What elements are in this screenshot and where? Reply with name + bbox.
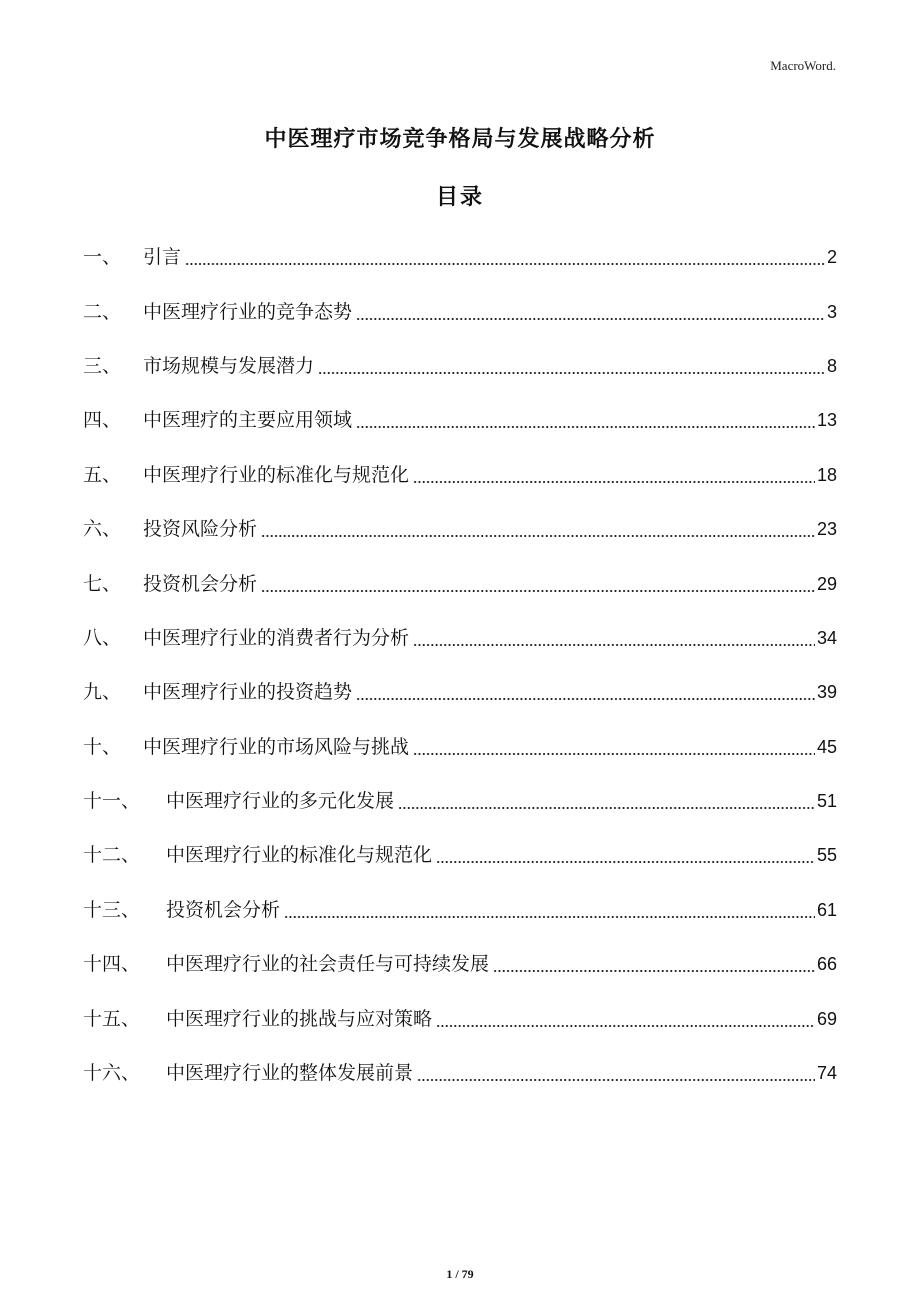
page-indicator: 1 / 79	[446, 1267, 474, 1281]
toc-entry-page: 8	[826, 355, 837, 376]
toc-dot-leader	[417, 1077, 815, 1083]
toc-dot-leader	[413, 751, 815, 757]
toc-entry-number: 一、	[83, 246, 122, 269]
toc-entry-number: 七、	[83, 572, 122, 595]
table-of-contents	[83, 230, 837, 1100]
toc-entry-number: 四、	[83, 409, 122, 432]
toc-entry-page: 74	[816, 1063, 837, 1084]
toc-entry-title: 中医理疗行业的竞争态势	[143, 300, 353, 323]
toc-entry[interactable]	[83, 502, 837, 556]
toc-entry-title: 中医理疗行业的标准化与规范化	[143, 463, 410, 486]
toc-entry-title: 中医理疗行业的多元化发展	[166, 790, 395, 813]
toc-dot-leader	[261, 588, 815, 594]
toc-entry-number: 九、	[83, 681, 122, 704]
toc-entry-title: 中医理疗行业的挑战与应对策略	[166, 1007, 433, 1030]
toc-entry-page: 29	[816, 573, 837, 594]
toc-entry-page: 61	[816, 899, 837, 920]
toc-entry-title: 投资机会分析	[166, 898, 281, 921]
toc-entry[interactable]	[83, 611, 837, 665]
toc-dot-leader	[413, 642, 815, 648]
toc-entry-number: 十一、	[83, 790, 141, 813]
toc-dot-leader	[261, 533, 815, 539]
toc-entry-number: 八、	[83, 626, 122, 649]
toc-entry-page: 2	[826, 247, 837, 268]
toc-entry[interactable]	[83, 284, 837, 338]
toc-dot-leader	[318, 370, 825, 376]
toc-entry-page: 51	[816, 791, 837, 812]
toc-entry-number: 三、	[83, 354, 122, 377]
toc-entry[interactable]	[83, 828, 837, 882]
toc-dot-leader	[493, 968, 815, 974]
toc-entry[interactable]	[83, 556, 837, 610]
toc-entry-page: 55	[816, 845, 837, 866]
toc-dot-leader	[356, 316, 825, 322]
toc-dot-leader	[436, 859, 815, 865]
toc-entry-title: 市场规模与发展潜力	[143, 354, 315, 377]
toc-entry-page: 45	[816, 736, 837, 757]
toc-entry-page: 69	[816, 1008, 837, 1029]
toc-entry-title: 中医理疗行业的消费者行为分析	[143, 626, 410, 649]
toc-entry[interactable]	[83, 339, 837, 393]
toc-dot-leader	[284, 914, 815, 920]
toc-dot-leader	[413, 479, 815, 485]
toc-entry-number: 十二、	[83, 844, 141, 867]
toc-entry-number: 十五、	[83, 1007, 141, 1030]
toc-dot-leader	[436, 1023, 815, 1029]
toc-entry[interactable]	[83, 774, 837, 828]
toc-entry[interactable]	[83, 393, 837, 447]
header-brand: MacroWord.	[770, 58, 836, 73]
document-title: 中医理疗市场竞争格局与发展战略分析	[264, 127, 656, 152]
toc-entry-number: 五、	[83, 463, 122, 486]
toc-entry-page: 18	[816, 464, 837, 485]
toc-entry-title: 中医理疗的主要应用领域	[143, 409, 353, 432]
toc-entry-page: 23	[816, 519, 837, 540]
toc-entry-page: 3	[826, 301, 837, 322]
toc-entry-number: 十四、	[83, 953, 141, 976]
toc-entry[interactable]	[83, 448, 837, 502]
toc-entry[interactable]	[83, 937, 837, 991]
toc-entry[interactable]	[83, 1046, 837, 1100]
toc-dot-leader	[356, 424, 815, 430]
toc-entry-page: 13	[816, 410, 837, 431]
toc-entry-title: 投资机会分析	[143, 572, 258, 595]
toc-entry-title: 中医理疗行业的整体发展前景	[166, 1062, 414, 1085]
toc-entry-title: 投资风险分析	[143, 518, 258, 541]
toc-entry-title: 中医理疗行业的投资趋势	[143, 681, 353, 704]
toc-entry-number: 二、	[83, 300, 122, 323]
toc-entry[interactable]	[83, 991, 837, 1045]
toc-dot-leader	[356, 696, 815, 702]
toc-entry[interactable]	[83, 720, 837, 774]
toc-entry-number: 六、	[83, 518, 122, 541]
toc-entry[interactable]	[83, 883, 837, 937]
toc-entry-title: 中医理疗行业的市场风险与挑战	[143, 735, 410, 758]
toc-entry-page: 34	[816, 627, 837, 648]
toc-heading: 目录	[435, 185, 484, 210]
toc-entry[interactable]	[83, 665, 837, 719]
toc-entry-title: 中医理疗行业的社会责任与可持续发展	[166, 953, 490, 976]
toc-entry-title: 引言	[143, 246, 182, 269]
toc-entry[interactable]	[83, 230, 837, 284]
toc-entry-number: 十、	[83, 735, 122, 758]
toc-entry-page: 39	[816, 682, 837, 703]
toc-entry-number: 十三、	[83, 898, 141, 921]
toc-entry-page: 66	[816, 954, 837, 975]
toc-entry-title: 中医理疗行业的标准化与规范化	[166, 844, 433, 867]
toc-entry-number: 十六、	[83, 1062, 141, 1085]
toc-dot-leader	[185, 261, 825, 267]
toc-dot-leader	[398, 805, 815, 811]
